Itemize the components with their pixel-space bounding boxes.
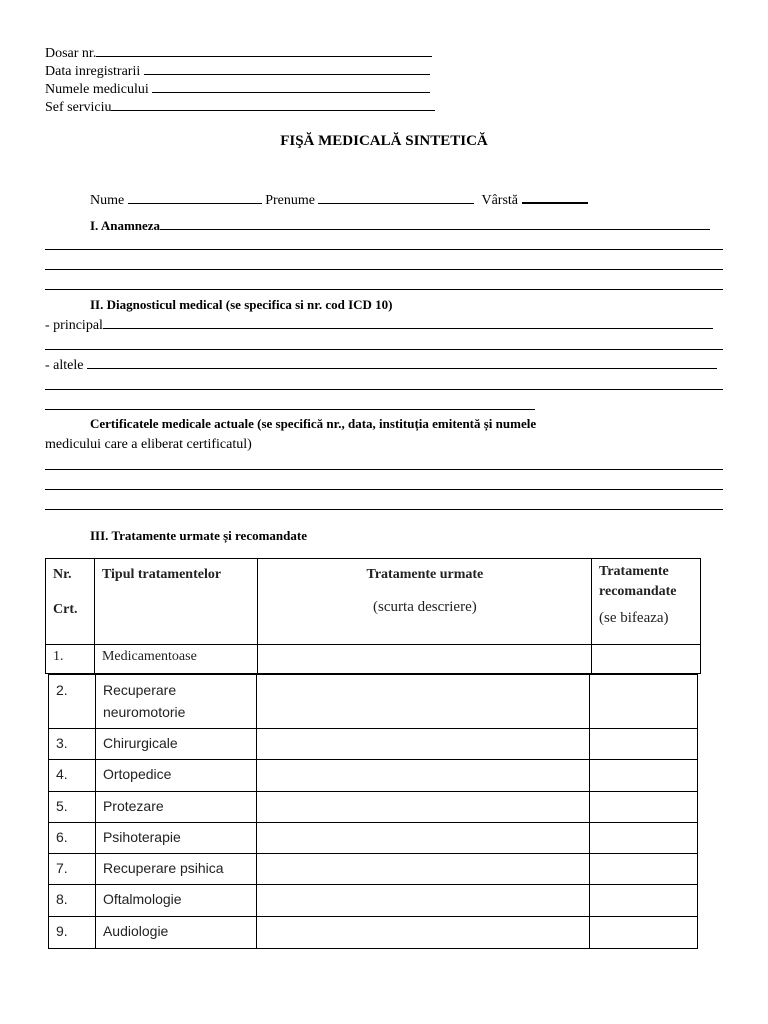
certificates-line[interactable] [45, 469, 723, 470]
header-recommended-line3: (se bifeaza) [599, 610, 669, 626]
row-nr [46, 645, 95, 674]
doctor-name-blank[interactable] [152, 80, 430, 93]
header-followed-line2: (scurta descriere) [373, 599, 477, 615]
row-nr-text: 2. [56, 682, 68, 698]
row-nr [49, 854, 96, 885]
row-nr-text: 3. [56, 735, 68, 751]
table-row [49, 823, 698, 854]
table-header-row [46, 559, 701, 645]
row-recommended-cell[interactable] [590, 854, 698, 885]
row-nr [49, 885, 96, 917]
row-recommended-cell[interactable] [590, 792, 698, 823]
row-type-text: Chirurgicale [102, 735, 178, 751]
other-diagnosis-field [45, 356, 717, 374]
principal-blank[interactable] [103, 316, 713, 329]
row-type [95, 823, 256, 854]
row-type-text: Medicamentoase [101, 649, 197, 664]
row-nr-text: 1. [53, 649, 64, 664]
table-row [49, 729, 698, 760]
row-type-text: Psihoterapie [102, 829, 181, 845]
row-nr-text: 5. [56, 798, 68, 814]
row-followed-cell[interactable] [256, 792, 589, 823]
diagnosis-line[interactable] [45, 389, 723, 390]
age-label: Vârstă [481, 193, 519, 208]
principal-diagnosis-field [45, 316, 713, 334]
header-followed-line1: Tratamente urmate [366, 567, 484, 582]
firstname-blank[interactable] [318, 191, 474, 204]
row-nr-text: 9. [56, 923, 68, 939]
certificates-line[interactable] [45, 489, 723, 490]
service-chief-field [45, 98, 435, 116]
firstname-label: Prenume [265, 193, 315, 208]
row-nr [49, 823, 96, 854]
header-type [94, 559, 257, 645]
service-chief-blank[interactable] [111, 98, 435, 111]
name-label: Nume [90, 193, 125, 208]
row-recommended-cell[interactable] [590, 675, 698, 729]
doctor-name-label: Numele medicului [45, 82, 149, 97]
row-type-text: Oftalmologie [102, 891, 182, 907]
row-type-text: Recuperare [102, 682, 177, 698]
row-nr-text: 7. [56, 860, 68, 876]
registration-date-label: Data inregistrarii [45, 64, 141, 79]
row-nr [49, 675, 96, 729]
anamnesis-heading-text: I. Anamneza [90, 218, 161, 233]
row-type [95, 675, 256, 729]
row-type [95, 917, 256, 949]
anamnesis-blank-inline[interactable] [160, 217, 710, 230]
header-nr-line1: Nr. [53, 567, 72, 582]
row-followed-cell[interactable] [256, 675, 589, 729]
certificates-heading: Certificatele medicale actuale (se specifică nr., data, instituția emitentă și numele [90, 416, 537, 431]
row-recommended-cell[interactable] [590, 729, 698, 760]
row-followed-cell[interactable] [256, 854, 589, 885]
row-nr-text: 6. [56, 829, 68, 845]
row-nr-text: 8. [56, 891, 68, 907]
row-followed-cell[interactable] [257, 645, 591, 674]
dossier-number-label: Dosar nr. [45, 46, 97, 61]
row-recommended-cell[interactable] [590, 823, 698, 854]
registration-date-field [45, 62, 430, 80]
certificates-continuation: medicului care a eliberat certificatul) [45, 437, 252, 452]
certificates-line[interactable] [45, 509, 723, 510]
anamnesis-line[interactable] [45, 269, 723, 270]
table-row [46, 645, 701, 674]
row-nr [49, 760, 96, 792]
row-type [94, 645, 257, 674]
table-row [49, 917, 698, 949]
treatments-table-body [48, 674, 698, 949]
diagnosis-heading: II. Diagnosticul medical (se specifica si nr. cod ICD 10) [90, 297, 393, 312]
header-followed [257, 559, 591, 645]
header-recommended-line1: Tratamente [599, 564, 669, 579]
row-type [95, 854, 256, 885]
row-type [95, 760, 256, 792]
others-blank[interactable] [87, 356, 717, 369]
service-chief-label: Sef serviciu [45, 100, 112, 115]
row-type [95, 792, 256, 823]
header-nr [46, 559, 95, 645]
dossier-number-field [45, 44, 432, 62]
row-nr [49, 729, 96, 760]
row-recommended-cell[interactable] [590, 885, 698, 917]
table-row [49, 885, 698, 917]
dossier-number-blank[interactable] [96, 44, 432, 57]
document-title: FIŞĂ MEDICALĂ SINTETICĂ [280, 133, 488, 149]
doctor-name-field [45, 80, 430, 98]
row-nr [49, 792, 96, 823]
principal-label: - principal [45, 318, 103, 333]
age-blank[interactable] [522, 190, 588, 204]
row-followed-cell[interactable] [256, 760, 589, 792]
row-recommended-cell[interactable] [590, 760, 698, 792]
row-followed-cell[interactable] [256, 729, 589, 760]
row-followed-cell[interactable] [256, 917, 589, 949]
diagnosis-line[interactable] [45, 349, 723, 350]
row-followed-cell[interactable] [256, 885, 589, 917]
diagnosis-line-short[interactable] [45, 409, 535, 410]
row-recommended-cell[interactable] [592, 645, 701, 674]
row-type-text: Protezare [102, 798, 164, 814]
patient-line [90, 190, 588, 209]
header-nr-line2: Crt. [53, 602, 78, 617]
row-type-text-line2: neuromotorie [102, 704, 186, 720]
row-followed-cell[interactable] [256, 823, 589, 854]
treatments-table-head [45, 558, 701, 674]
header-recommended [592, 559, 701, 645]
header-type-text: Tipul tratamentelor [101, 567, 222, 582]
row-nr-text: 4. [56, 766, 68, 782]
anamnesis-line[interactable] [45, 289, 723, 290]
row-nr [49, 917, 96, 949]
row-type-text: Ortopedice [102, 766, 172, 782]
table-row [49, 854, 698, 885]
row-type-text: Audiologie [102, 923, 169, 939]
row-type [95, 885, 256, 917]
anamnesis-heading [90, 217, 710, 234]
registration-date-blank[interactable] [144, 62, 430, 75]
table-row [49, 760, 698, 792]
name-blank[interactable] [128, 191, 262, 204]
row-type-text: Recuperare psihica [102, 860, 224, 876]
header-recommended-line2: recomandate [599, 584, 677, 599]
table-row [49, 792, 698, 823]
table-row [49, 675, 698, 729]
anamnesis-line[interactable] [45, 249, 723, 250]
others-label: - altele [45, 358, 84, 373]
treatments-heading: III. Tratamente urmate și recomandate [90, 528, 307, 543]
row-type [95, 729, 256, 760]
row-recommended-cell[interactable] [590, 917, 698, 949]
